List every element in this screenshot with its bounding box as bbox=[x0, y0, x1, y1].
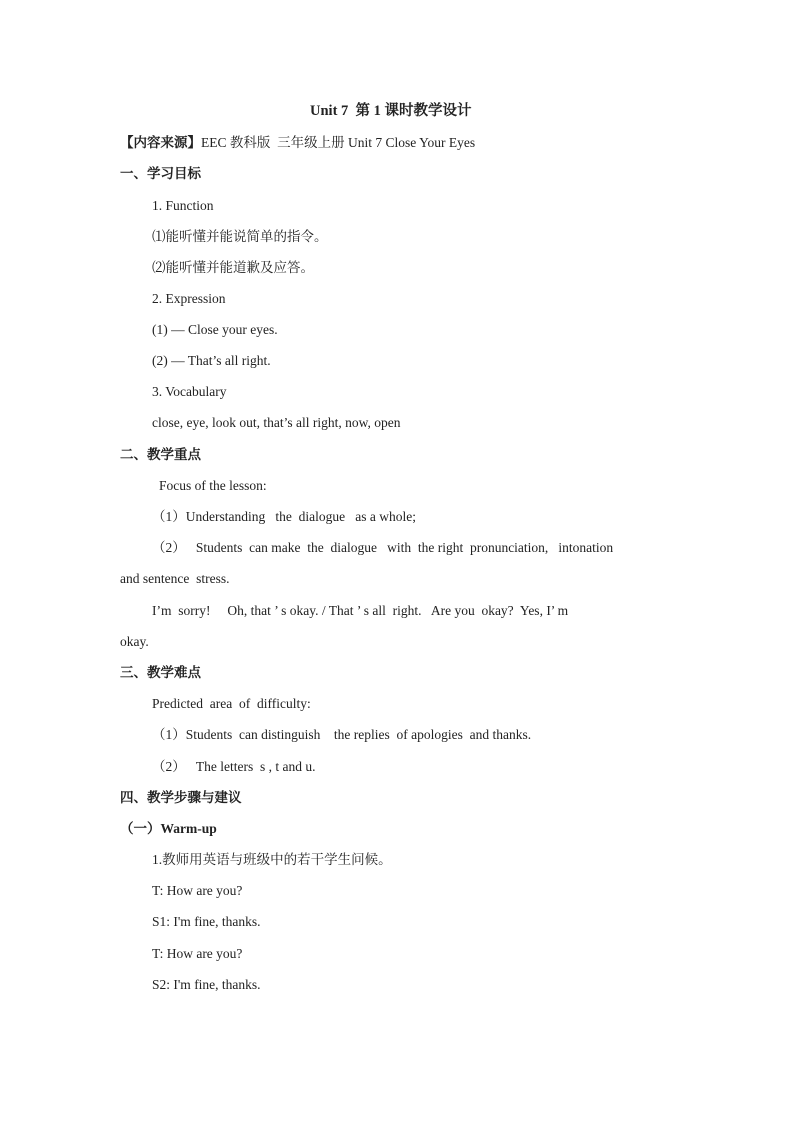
section-heading-steps: 四、教学步骤与建议 bbox=[120, 790, 242, 805]
objective-expression-b: (2) — That’s all right. bbox=[152, 353, 271, 368]
focus-sentences-line1: I’m sorry! Oh, that ’ s okay. / That ’ s all right. Are you okay? Yes, I’ m bbox=[152, 603, 569, 618]
difficulty-point-2: （2） The letters s , t and u. bbox=[152, 759, 316, 774]
focus-point-2-line2: and sentence stress. bbox=[120, 571, 230, 586]
source-label: 【内容来源】 bbox=[120, 135, 201, 150]
objective-function: 1. Function bbox=[152, 198, 214, 213]
subheading-warmup: （一）Warm-up bbox=[120, 821, 217, 836]
focus-point-2-line1: （2） Students can make the dialogue with the right pronunciation, intonation bbox=[152, 540, 614, 555]
section-heading-focus: 二、教学重点 bbox=[120, 447, 201, 462]
difficulty-intro: Predicted area of difficulty: bbox=[152, 696, 311, 711]
focus-point-1: （1）Understanding the dialogue as a whole; bbox=[152, 509, 416, 524]
section-heading-objectives: 一、学习目标 bbox=[120, 166, 201, 181]
document-title: Unit 7 第 1 课时教学设计 bbox=[310, 103, 472, 119]
focus-sentences-line2: okay. bbox=[120, 634, 149, 649]
difficulty-point-1: （1）Students can distinguish the replies of apologies and thanks. bbox=[152, 727, 532, 742]
warmup-step-1: 1.教师用英语与班级中的若干学生问候。 bbox=[152, 852, 392, 867]
source-line bbox=[120, 134, 475, 152]
objective-vocabulary: 3. Vocabulary bbox=[152, 384, 227, 399]
objective-function-a: ⑴能听懂并能说简单的指令。 bbox=[152, 229, 328, 244]
section-heading-difficulty: 三、教学难点 bbox=[120, 665, 201, 680]
dialogue-line-4: S2: I'm fine, thanks. bbox=[152, 977, 261, 992]
objective-function-b: ⑵能听懂并能道歉及应答。 bbox=[152, 260, 314, 275]
objective-expression-a: (1) — Close your eyes. bbox=[152, 322, 278, 337]
focus-intro: Focus of the lesson: bbox=[159, 478, 267, 493]
source-text: EEC 教科版 三年级上册 Unit 7 Close Your Eyes bbox=[201, 135, 476, 150]
dialogue-line-3: T: How are you? bbox=[152, 946, 243, 961]
dialogue-line-2: S1: I'm fine, thanks. bbox=[152, 914, 261, 929]
objective-expression: 2. Expression bbox=[152, 291, 226, 306]
vocabulary-words: close, eye, look out, that’s all right, now, open bbox=[152, 415, 401, 430]
dialogue-line-1: T: How are you? bbox=[152, 883, 243, 898]
